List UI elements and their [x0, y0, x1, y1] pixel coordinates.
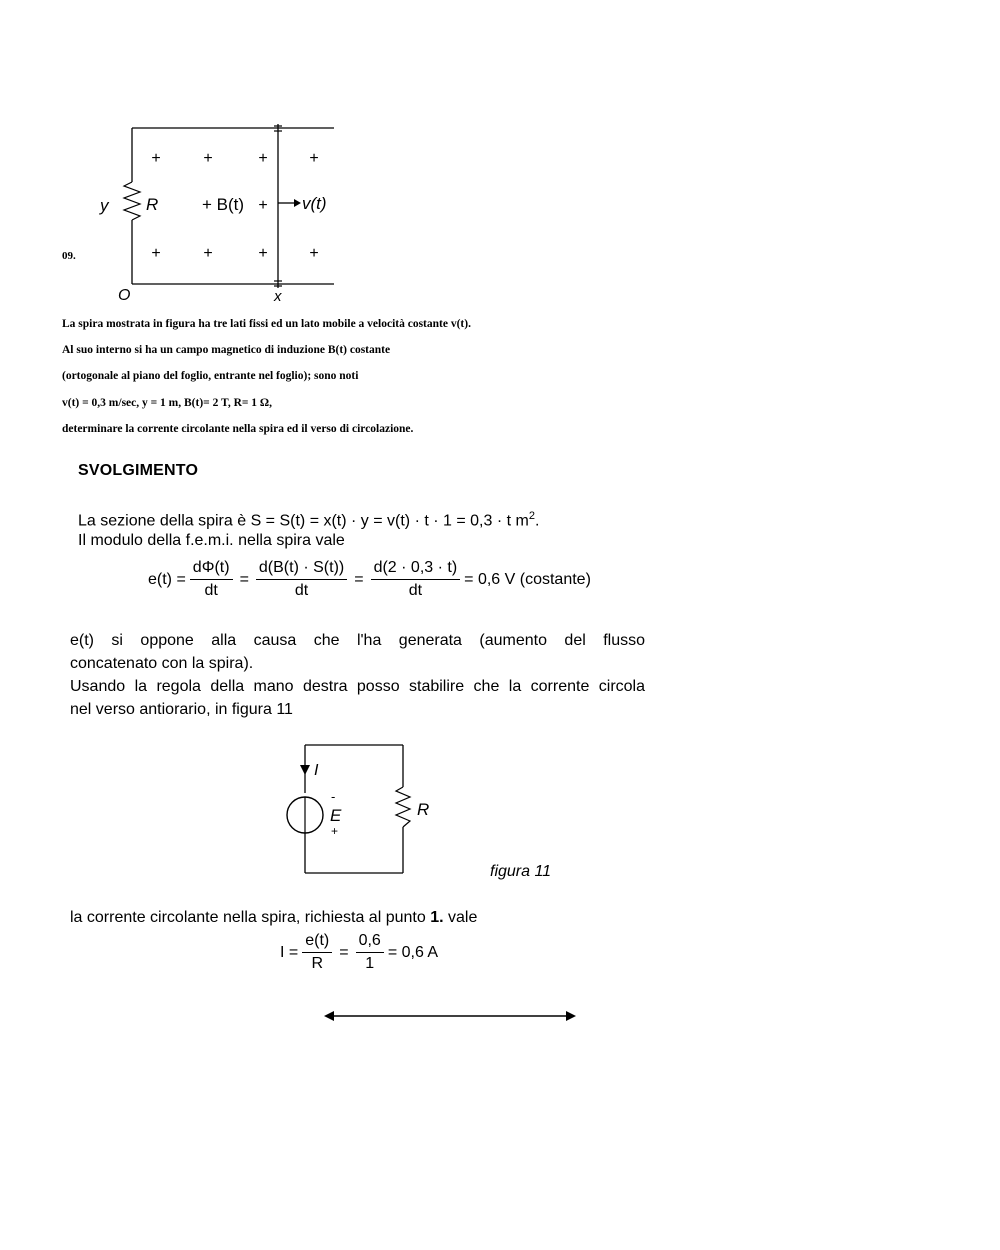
paragraph-line: Usando la regola della mano destra posso stabilire che la corrente circola	[70, 678, 645, 695]
eq2-lhs: I =	[280, 943, 299, 961]
x-label: x	[274, 288, 282, 305]
problem-number: 09.	[62, 250, 76, 262]
problem-line-4: v(t) = 0,3 m/sec, y = 1 m, B(t)= 2 T, R= 1 Ω,	[62, 397, 273, 409]
double-arrow-icon	[322, 1008, 578, 1024]
plus-sign: +	[151, 245, 161, 262]
eq1-lhs: e(t) =	[148, 570, 186, 588]
plus-sign: +	[258, 245, 268, 262]
circuit-diagram	[280, 735, 570, 885]
section-prefix: La sezione della spira è	[78, 512, 247, 530]
plus-sign: +	[258, 150, 268, 167]
equals-sign: =	[239, 570, 249, 588]
fraction-numerator: d(2 · 0,3 · t)	[371, 559, 461, 580]
equals-sign: =	[354, 570, 364, 588]
paragraph-opposition	[70, 629, 645, 721]
section-exponent: 2	[528, 510, 535, 522]
fraction-e-over-r	[302, 932, 332, 973]
problem-line-2: Al suo interno si ha un campo magnetico di induzione B(t) costante	[62, 344, 391, 356]
final-prefix: la corrente circolante nella spira, richiesta al punto	[70, 909, 426, 926]
paragraph-line: concatenato con la spira).	[70, 655, 254, 672]
plus-sign: +	[203, 245, 213, 262]
fraction-denominator: dt	[294, 582, 309, 599]
current-arrow	[300, 765, 310, 775]
y-label: y	[100, 196, 109, 215]
fraction-numerator: e(t)	[302, 932, 332, 953]
figure-11	[280, 735, 570, 885]
fraction-values	[356, 932, 384, 973]
fem-line: Il modulo della f.e.m.i. nella spira vale	[78, 532, 345, 549]
fraction-denominator: dt	[408, 582, 423, 599]
field-label: + B(t)	[202, 195, 245, 214]
plus-sign: +	[309, 245, 319, 262]
current-label: I	[314, 762, 319, 779]
loop-diagram	[90, 118, 350, 308]
emf-label: E	[330, 806, 342, 825]
final-point: 1.	[430, 909, 444, 926]
source-plus: +	[331, 824, 339, 838]
plus-sign: +	[151, 150, 161, 167]
paragraph-line: nel verso antiorario, in figura 11	[70, 701, 293, 718]
final-line	[70, 906, 477, 929]
problem-line-5: determinare la corrente circolante nella spira ed il verso di circolazione.	[62, 423, 414, 435]
fraction-denominator: dt	[204, 582, 218, 599]
fraction-d203t	[371, 559, 461, 600]
eq2-result: = 0,6 A	[387, 943, 439, 961]
velocity-arrow-head	[294, 199, 301, 207]
final-suffix: vale	[448, 909, 478, 926]
velocity-label: v(t)	[302, 194, 327, 213]
resistor-label: R	[417, 800, 430, 819]
fraction-numerator: 0,6	[356, 932, 384, 953]
problem-line-3: (ortogonale al piano del foglio, entrante nel foglio); sono noti	[62, 370, 359, 382]
eq1-result: = 0,6 V (costante)	[464, 570, 591, 588]
equation-fem	[148, 559, 591, 600]
section-end: .	[534, 512, 540, 530]
section-formula: S = S(t) = x(t) · y = v(t) · t · 1 = 0,3 · t m	[250, 512, 529, 530]
solution-heading: SVOLGIMENTO	[78, 462, 199, 479]
resistor-zigzag	[124, 182, 140, 220]
fraction-denominator: 1	[365, 955, 375, 972]
equation-current	[280, 932, 438, 973]
fraction-numerator: dΦ(t)	[190, 559, 233, 580]
plus-sign: +	[258, 197, 268, 214]
fraction-dbs	[256, 559, 347, 600]
equals-sign: =	[339, 943, 349, 961]
fraction-denominator: R	[311, 955, 324, 972]
problem-line-1: La spira mostrata in figura ha tre lati fissi ed un lato mobile a velocità costante v(t).	[62, 318, 471, 330]
paragraph-line: e(t) si oppone alla causa che l'ha generata (aumento del flusso	[70, 632, 645, 649]
figure-loop	[90, 118, 350, 308]
fraction-numerator: d(B(t) · S(t))	[256, 559, 347, 580]
resistor-zigzag	[396, 787, 410, 827]
double-arrow-separator	[322, 1008, 578, 1024]
resistor-label: R	[146, 195, 159, 214]
origin-label: O	[118, 287, 131, 304]
fraction-dphi	[190, 559, 233, 600]
plus-sign: +	[309, 150, 319, 167]
source-minus: -	[331, 789, 336, 804]
figure-caption: figura 11	[490, 863, 552, 880]
plus-sign: +	[203, 150, 213, 167]
